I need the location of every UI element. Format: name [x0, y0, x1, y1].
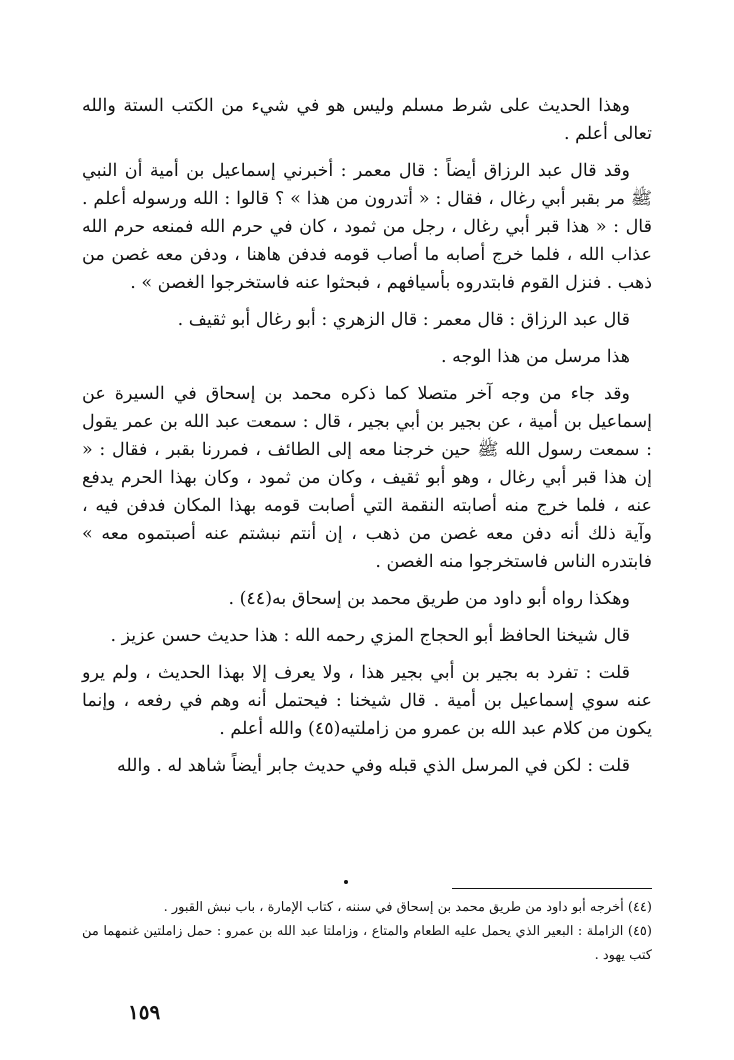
footnote-45: (٤٥) الزاملة : البعير الذي يحمل عليه الطعام والمتاع ، وزاملتا عبد الله بن عمرو : حمل زاملتين غنمهما من كتب يهود .	[82, 924, 652, 963]
paragraph-8: قلت : تفرد به بجير بن أبي بجير هذا ، ولا يعرف إلا بهذا الحديث ، ولم يرو عنه سوي إسماعيل بن أمية . قال شيخنا : فيحتمل أنه وهم في رفعه ، وإنما يكون من كلام عبد الله بن عمرو من زاملتيه(٤٥) والله أعلم .	[82, 663, 652, 739]
page-number: ١٥٩	[128, 1000, 161, 1024]
main-text	[82, 92, 652, 789]
paragraph-5: وقد جاء من وجه آخر متصلا كما ذكره محمد بن إسحاق في السيرة عن إسماعيل بن أمية ، عن بجير بن أبي بجير ، قال : سمعت عبد الله بن عمر يقول : سمعت رسول الله ﷺ حين خرجنا معه إلى الطائف ، فمررنا بقبر ، فقال : « إن هذا قبر أبي رغال ، وهو أبو ثقيف ، وكان من ثمود ، وكان بهذا الحرم يدفع عنه ، فلما خرج منه أصابته النقمة التي أصابت قومه بهذا المكان فدفن فيه ، وآية ذلك أنه دفن معه غصن من ذهب ، إن أنتم نبشتم عنه أصبتموه معه » فابتدره الناس فاستخرجوا منه الغصن .	[82, 384, 652, 572]
footnote-44: (٤٤) أخرجه أبو داود من طريق محمد بن إسحاق في سننه ، كتاب الإمارة ، باب نبش القبور .	[163, 900, 652, 915]
paragraph-1: وهذا الحديث على شرط مسلم وليس هو في شيء من الكتب الستة والله تعالى أعلم .	[82, 96, 652, 144]
paragraph-2: وقد قال عبد الرزاق أيضاً : قال معمر : أخبرني إسماعيل بن أمية أن النبي ﷺ مر بقبر أبي رغال ، فقال : « أتدرون من هذا » ؟ قالوا : الله ورسوله أعلم . قال : « هذا قبر أبي رغال ، رجل من ثمود ، كان في حرم الله فمنعه حرم الله عذاب الله ، فلما خرج أصابه ما أصاب قومه فدفن هاهنا ، ودفن معه غصن من ذهب . فنزل القوم فابتدروه بأسيافهم ، فبحثوا عنه فاستخرجوا الغصن » .	[82, 161, 652, 293]
paragraph-3: قال عبد الرزاق : قال معمر : قال الزهري : أبو رغال أبو ثقيف .	[177, 310, 630, 330]
paragraph-9: قلت : لكن في المرسل الذي قبله وفي حديث جابر أيضاً شاهد له . والله	[116, 756, 630, 776]
paragraph-6: وهكذا رواه أبو داود من طريق محمد بن إسحاق به(٤٤) .	[228, 589, 630, 609]
footnotes	[82, 896, 652, 968]
paragraph-7: قال شيخنا الحافظ أبو الحجاج المزي رحمه الله : هذا حديث حسن عزيز .	[110, 626, 630, 646]
footnote-separator-rule	[452, 888, 652, 889]
paragraph-4: هذا مرسل من هذا الوجه .	[440, 347, 630, 367]
footnote-separator-dot	[344, 880, 348, 884]
